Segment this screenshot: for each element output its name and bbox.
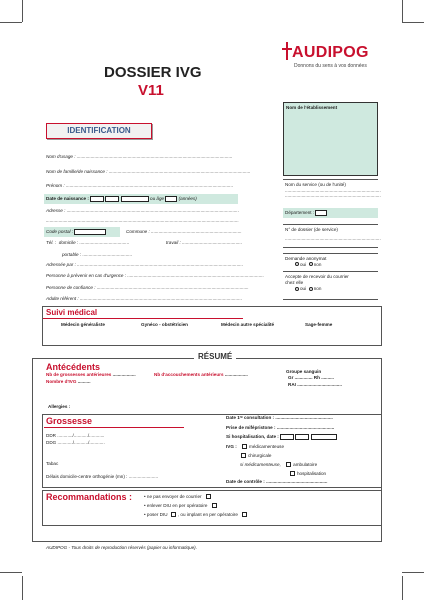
courrier-non-radio[interactable]	[309, 287, 313, 291]
consultation-field[interactable]: Date 1ʳᵉ consultation : .............................................	[226, 415, 333, 420]
implant-checkbox[interactable]	[242, 512, 247, 517]
prenom-field[interactable]: Prénom : ...................................................................................................................................	[46, 183, 234, 188]
code-postal-field[interactable]: Code postal :	[46, 229, 106, 235]
etablissement-label: Nom de l'établissement	[286, 105, 338, 110]
adulte-referent-field[interactable]: Adulte référent : ...............................................................................................................................	[46, 296, 243, 301]
nombre-ivg-field[interactable]: Nombre d'IVG ..........	[46, 379, 91, 384]
date-naissance-field[interactable]: Date de naissance : ou âge (années)	[46, 196, 197, 202]
ivg-type-field[interactable]: IVG : médicamenteuse	[226, 444, 284, 449]
recommandation-diu-enlever[interactable]: • enlever DIU en per opératoire	[144, 503, 219, 509]
adresse-line2[interactable]: .......................................................................................................................................................	[46, 218, 239, 223]
adresse-field[interactable]: Adresse : .......................................................................................................................................	[46, 208, 239, 213]
grossesse-title: Grossesse	[46, 416, 93, 426]
etablissement-box[interactable]	[283, 102, 378, 176]
ddr-field[interactable]: DDR ............/.........../............	[46, 433, 105, 438]
chirurgicale-field[interactable]: chirurgicale	[241, 453, 272, 459]
age-input[interactable]	[165, 196, 177, 202]
jour-input[interactable]	[90, 196, 104, 202]
footer-copyright: AUDIPOG - Tous droits de reproduction réservés (papier ou informatique).	[46, 545, 197, 550]
antecedents-title: Antécédents	[46, 362, 101, 372]
allergies-field[interactable]: Allergies :	[48, 404, 71, 409]
ambulatoire-field[interactable]: si médicamenteuse, ambulatoire	[240, 462, 318, 467]
tel-travail-field[interactable]: travail : ...............................................	[166, 240, 243, 245]
tabac-field[interactable]: Tabac	[46, 461, 59, 466]
anonymat-oui-radio[interactable]	[295, 262, 299, 266]
audipog-logo	[282, 42, 392, 82]
confiance-field[interactable]: Personne de confiance : .......................................................................................................................	[46, 285, 249, 290]
hospitalisation-checkbox[interactable]	[290, 471, 295, 476]
tel-domicile-field[interactable]: Tél. : domicile : .......................................	[46, 240, 130, 245]
suivi-col-0: Médecin généraliste	[61, 322, 105, 327]
logo-cross-icon	[286, 42, 288, 60]
chirurgicale-checkbox[interactable]	[241, 453, 246, 458]
mois-input[interactable]	[105, 196, 119, 202]
recommandations-title: Recommandations :	[46, 492, 133, 502]
suivi-col-3: Sage-femme	[305, 322, 333, 327]
anonymat-non-radio[interactable]	[309, 262, 313, 266]
resume-title: RÉSUMÉ	[194, 352, 236, 361]
grossesses-anterieures-field[interactable]: Nb de grossesses antérieures ..................	[46, 372, 136, 377]
hospit-annee-input[interactable]	[311, 434, 337, 440]
urgence-field[interactable]: Personne à prévenir en cas d'urgence : ...........................................................................................................	[46, 273, 264, 278]
nom-usage-field[interactable]: Nom d'usage : ..........................................................................................................................	[46, 154, 233, 159]
departement-input[interactable]	[315, 210, 327, 216]
recommandation-diu-poser[interactable]: • poser DIU , ou implant en per opératoire	[144, 512, 249, 518]
suivi-medical-title: Suivi médical	[46, 308, 98, 317]
adressee-par-field[interactable]: Adressée par : ..................................................................................................................................	[46, 262, 244, 267]
courrier-oui-radio[interactable]	[295, 287, 299, 291]
ddg-field[interactable]: DDG ............/.........../............	[46, 440, 105, 445]
page-title: DOSSIER IVG	[104, 64, 202, 81]
identification-heading: IDENTIFICATION	[67, 126, 131, 135]
hospit-jour-input[interactable]	[280, 434, 294, 440]
tel-portable-field[interactable]: portable : .......................................	[62, 252, 133, 257]
departement-field[interactable]: Département :	[285, 210, 327, 216]
service-field[interactable]: Nom du service (ou de l'unité) ........................................................................... ...........................................................................	[285, 182, 381, 198]
commune-field[interactable]: Commune : .......................................................................	[126, 229, 242, 234]
hospit-field[interactable]: hospitalisation	[290, 471, 326, 477]
delais-field[interactable]: Délais domicile-centre orthogénie (mn) : .......................	[46, 474, 159, 479]
code-postal-input[interactable]	[74, 229, 106, 235]
groupe-sanguin-field[interactable]: Groupe sanguin Gr .............. Rh .......... RAI ...................................	[286, 369, 342, 387]
controle-field[interactable]: Date de contrôle : ................................................	[226, 479, 328, 484]
accouchements-anterieurs-field[interactable]: Nb d'accouchements antérieurs ..................	[154, 372, 248, 377]
logo-tagline: Donnons du sens à vos données	[294, 63, 367, 69]
enlever-diu-checkbox[interactable]	[212, 503, 217, 508]
ambulatoire-checkbox[interactable]	[286, 462, 291, 467]
hospit-mois-input[interactable]	[295, 434, 309, 440]
suivi-col-2: Médecin autre spécialité	[221, 322, 275, 327]
suivi-col-1: Gynéco - obstétricien	[141, 322, 188, 327]
suivi-medical-section	[42, 306, 382, 346]
nom-famille-field[interactable]: Nom de famille/de naissance : ...............................................................................................................	[46, 169, 251, 174]
poser-diu-checkbox[interactable]	[171, 512, 176, 517]
courrier-field[interactable]: Accepte de recevoir du courrier chez elle oui non	[285, 274, 349, 291]
identification-heading-box	[46, 123, 152, 139]
anonymat-field[interactable]: Demande anonymat oui non	[285, 256, 327, 267]
annee-input[interactable]	[121, 196, 149, 202]
hospitalisation-field[interactable]: Si hospitalisation, date :	[226, 434, 337, 440]
medicamenteuse-checkbox[interactable]	[242, 444, 247, 449]
mifepristone-field[interactable]: Prise de mifépristone : .............................................	[226, 425, 335, 430]
courrier-checkbox[interactable]	[206, 494, 211, 499]
recommandation-courrier[interactable]: • ne pas envoyer de courrier	[144, 494, 213, 500]
dossier-field[interactable]: N° de dossier (de service) ...........................................................................	[285, 227, 381, 241]
logo-wordmark: AUDIPOG	[292, 44, 369, 61]
version-label: V11	[138, 82, 164, 99]
